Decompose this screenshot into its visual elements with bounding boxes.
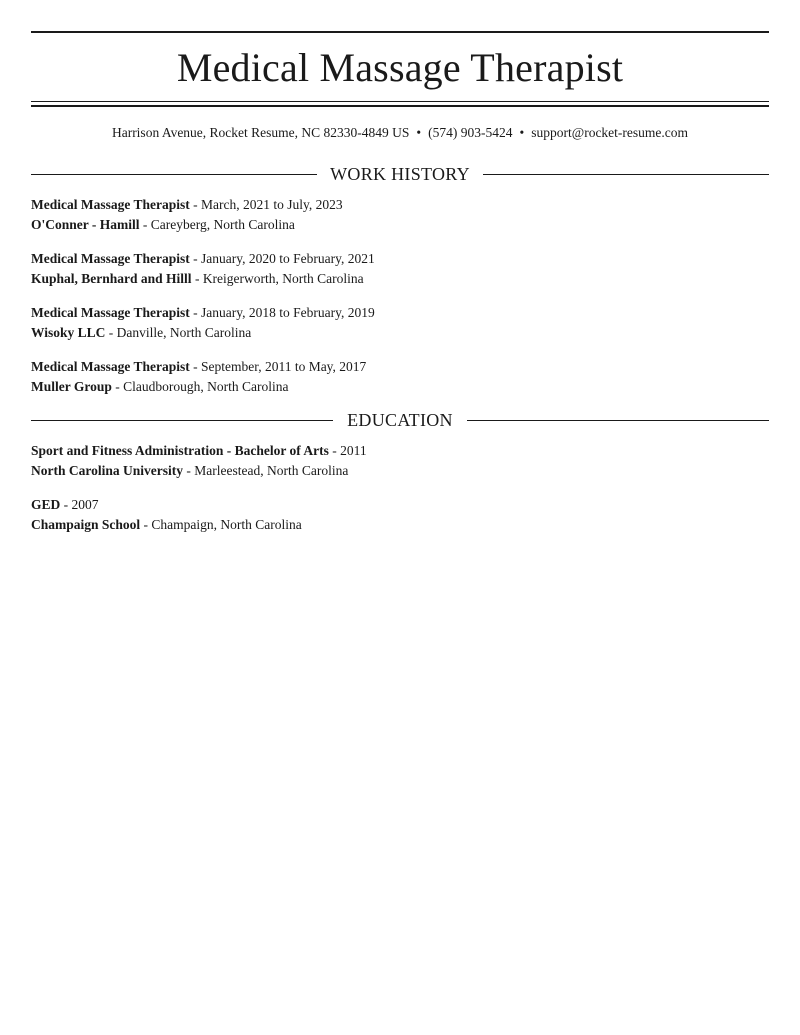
work-entry-title-row: Medical Massage Therapist - January, 2018 to February, 2019	[31, 305, 375, 320]
school-name: Champaign School	[31, 517, 141, 532]
contact-separator: •	[519, 125, 525, 140]
title-rule-thin	[31, 101, 769, 102]
contact-email: support@rocket-resume.com	[531, 125, 689, 140]
work-entry-employer-row: Kuphal, Bernhard and Hilll - Kreigerworth, North Carolina	[31, 271, 364, 286]
work-history-heading	[31, 162, 769, 186]
employer-location: Claudborough, North Carolina	[123, 379, 289, 394]
employer-name: Kuphal, Bernhard and Hilll	[31, 271, 192, 286]
education-school-row: North Carolina University - Marleestead, North Carolina	[31, 463, 349, 478]
employer-location: Kreigerworth, North Carolina	[202, 271, 364, 286]
education-label: EDUCATION	[347, 410, 453, 430]
degree-year: 2011	[340, 443, 367, 458]
work-entry-title-row: Medical Massage Therapist - January, 2020 to February, 2021	[31, 251, 375, 266]
job-title: Medical Massage Therapist	[31, 359, 190, 374]
contact-address: Harrison Avenue, Rocket Resume, NC 82330-4849 US	[111, 125, 410, 140]
education-entry	[31, 495, 769, 535]
school-location: Champaign, North Carolina	[151, 517, 302, 532]
education-heading	[31, 408, 769, 432]
job-dates: January, 2018 to February, 2019	[201, 305, 375, 320]
work-entry-title-row: Medical Massage Therapist - March, 2021 to July, 2023	[31, 197, 343, 212]
school-location: Marleestead, North Carolina	[194, 463, 349, 478]
job-dates: January, 2020 to February, 2021	[201, 251, 375, 266]
work-entry	[31, 303, 769, 343]
top-rule	[31, 31, 769, 33]
work-entry-employer-row: Muller Group - Claudborough, North Carolina	[31, 379, 289, 394]
employer-name: Wisoky LLC	[31, 325, 106, 340]
job-title: Medical Massage Therapist	[31, 251, 190, 266]
contact-line	[31, 124, 769, 142]
work-history-label: WORK HISTORY	[330, 164, 470, 184]
contact-phone: (574) 903-5424	[428, 125, 513, 140]
contact-separator: •	[416, 125, 422, 140]
education-entry	[31, 441, 769, 481]
work-entry-employer-row: O'Conner - Hamill - Careyberg, North Carolina	[31, 217, 295, 232]
work-entry	[31, 357, 769, 397]
job-title: Medical Massage Therapist	[31, 197, 190, 212]
job-title: Medical Massage Therapist	[31, 305, 190, 320]
degree-name: GED	[31, 497, 61, 512]
education-school-row: Champaign School - Champaign, North Carolina	[31, 517, 302, 532]
work-entry	[31, 195, 769, 235]
education-degree-row: Sport and Fitness Administration - Bachelor of Arts - 2011	[31, 443, 367, 458]
work-entry	[31, 249, 769, 289]
degree-name: Sport and Fitness Administration - Bachelor of Arts	[31, 443, 329, 458]
employer-name: Muller Group	[31, 379, 112, 394]
job-dates: March, 2021 to July, 2023	[201, 197, 343, 212]
degree-year: 2007	[71, 497, 99, 512]
work-entry-title-row: Medical Massage Therapist - September, 2011 to May, 2017	[31, 359, 367, 374]
resume-title: Medical Massage Therapist	[176, 45, 624, 90]
employer-location: Careyberg, North Carolina	[150, 217, 295, 232]
title-rule-thick	[31, 105, 769, 107]
work-entry-employer-row: Wisoky LLC - Danville, North Carolina	[31, 325, 252, 340]
school-name: North Carolina University	[31, 463, 183, 478]
employer-name: O'Conner - Hamill	[31, 217, 140, 232]
employer-location: Danville, North Carolina	[116, 325, 252, 340]
job-dates: September, 2011 to May, 2017	[201, 359, 367, 374]
education-degree-row: GED - 2007	[31, 497, 99, 512]
